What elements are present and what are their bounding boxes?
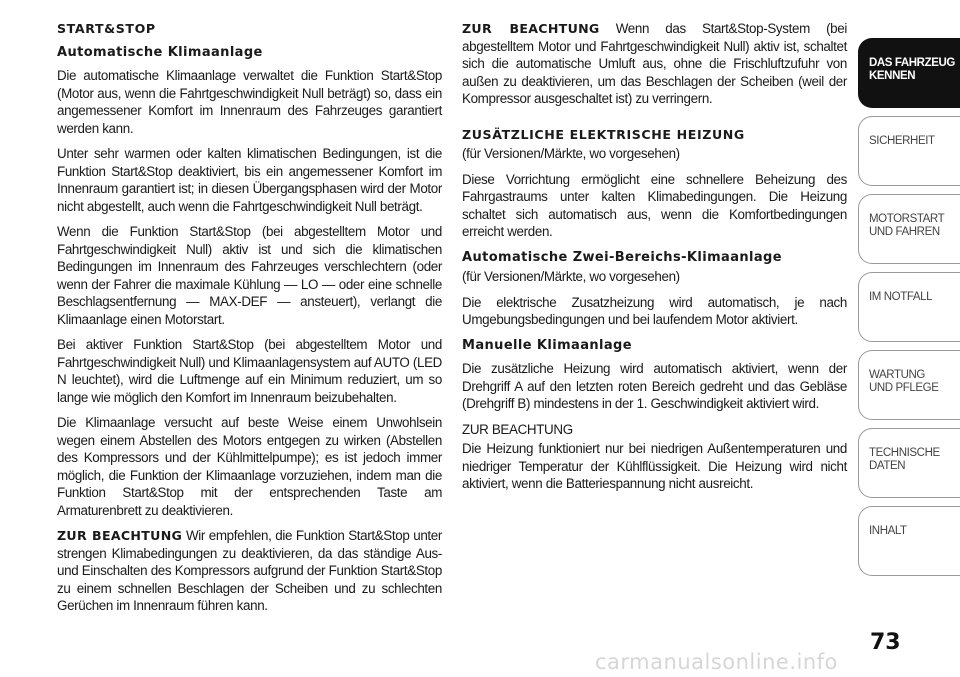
paragraph: Wenn die Funktion Start&Stop (bei abgestelltem Motor und Fahrtgeschwindigkeit Null) aktiv ist und sich die klimatischen Bedingungen im Innenraum des Fahrzeuges verschlechtern (oder wenn der Fahrer die maximale Kühlung — LO — oder eine schnelle Beschlagsentfernung — MAX-DEF — ansteuert), verlangt die Klimaanlage einen Motorstart. [57,224,442,327]
paragraph: Die Klimaanlage versucht auf beste Weise einem Unwohlsein wegen einem Abstellen des Motors entgegen zu wirken (Abstellen des Kompressors und der Kühlmittelpumpe); es ist jedoch immer möglich, die Funktion der Klimaanlage vorzuziehen, indem man die Funktion Start&Stop mit der entsprechenden Taste am Armaturenbrett zu deaktivieren. [57,415,442,518]
note-text: Wir empfehlen, die Funktion Start&Stop unter strengen Klimabedingungen zu deaktivieren, da das ständige Aus- und Einschalten des Kompressors aufgrund der Funktion Start&Stop zu einem schnellen Beschlagen der Scheiben und zu schlechten Gerüchen im Innenraum führen kann. [57,528,443,613]
note2-label: ZUR BEACHTUNG [462,421,573,437]
right-column [462,20,847,501]
chapter-tabs [858,38,960,584]
tab-technische-daten[interactable] [858,428,960,498]
tab-sicherheit[interactable] [858,116,960,186]
dual-zone-text: Die elektrische Zusatzheizung wird automatisch, je nach Umgebungsbedingungen und bei laufendem Motor aktiviert. [462,294,847,327]
section-title: START&STOP [57,21,156,36]
page-number: 73 [870,630,901,655]
tab-label: INHALT [869,525,907,537]
dual-zone-availability: (für Versionen/Märkte, wo vorgesehen) [462,269,680,284]
tab-motorstart-und-fahren[interactable] [858,194,960,264]
tab-label: DAS FAHRZEUG KENNEN [869,57,955,82]
dual-zone-title: Automatische Zwei-Bereichs-Klimaanlage [462,249,782,265]
tab-im-notfall[interactable] [858,272,960,342]
paragraph: Die automatische Klimaanlage verwaltet die Funktion Start&Stop (Motor aus, wenn die Fahrtgeschwindigkeit Null beträgt) so, dass ein angemessener Komfort im Innenraum des Fahrzeuges garantiert werden kann. [57,68,442,136]
heater-title: ZUSÄTZLICHE ELEKTRISCHE HEIZUNG [462,126,745,142]
tab-label: IM NOTFALL [869,291,933,303]
heater-availability: (für Versionen/Märkte, wo vorgesehen) [462,146,680,161]
note-paragraph [462,20,847,108]
subsection-title: Automatische Klimaanlage [57,44,263,60]
note-label: ZUR BEACHTUNG [57,528,183,543]
paragraph: Unter sehr warmen oder kalten klimatischen Bedingungen, ist die Funktion Start&Stop deaktiviert, bis ein angemessener Komfort im Innenraum garantiert ist; in diesen Übergangsphasen wird der Motor nicht abgestellt, auch wenn die Fahrtgeschwindigkeit Null beträgt. [57,146,442,214]
tab-wartung-und-pflege[interactable] [858,350,960,420]
paragraph: Bei aktiver Funktion Start&Stop (bei abgestelltem Motor und Fahrtgeschwindigkeit Null) und Klimaanlagensystem auf AUTO (LED N leuchtet), wird die Luftmenge auf ein Minimum reduziert, um so lange wie möglich den Komfort im Innenraum beizubehalten. [57,337,442,405]
tab-label: SICHERHEIT [869,135,935,147]
note2-text: Die Heizung funktioniert nur bei niedrigen Außentemperaturen und niedriger Temperatur der Kühlflüssigkeit. Die Heizung wird nicht aktiviert, wenn die Batteriespannung nicht ausreicht. [462,441,847,491]
manual-title: Manuelle Klimaanlage [462,337,632,353]
tab-das-fahrzeug-kennen[interactable] [858,38,960,108]
watermark: carmanualsonline.info [595,650,838,674]
tab-label: MOTORSTART UND FAHREN [869,213,945,238]
note-label: ZUR BEACHTUNG [462,21,600,36]
tab-label: TECHNISCHE DATEN [869,447,940,472]
manual-text: Die zusätzliche Heizung wird automatisch aktiviert, wenn der Drehgriff A auf den letzten roten Bereich gedreht und das Gebläse (Drehgriff B) mindestens in der 1. Geschwindigkeit aktiviert wird. [462,361,847,411]
tab-inhalt[interactable] [858,506,960,576]
heater-text: Diese Vorrichtung ermöglicht eine schnellere Beheizung des Fahrgastraums unter kalten Klimabedingungen. Die Heizung schaltet sich automatisch aus, wenn die Komfortbedingungen erreicht werden. [462,171,847,239]
tab-label: WARTUNG UND PFLEGE [869,369,939,394]
note-text: Wenn das Start&Stop-System (bei abgestelltem Motor und Fahrtgeschwindigkeit Null) aktiv ist, schaltet sich die automatische Umluft aus, ohne die Frischluftzufuhr von außen zu deaktivieren, um das Beschlagen der Scheiben (weil der Kompressor ausgeschaltet ist) zu verringern. [462,21,848,106]
left-column [57,20,442,623]
note-paragraph [57,527,442,615]
